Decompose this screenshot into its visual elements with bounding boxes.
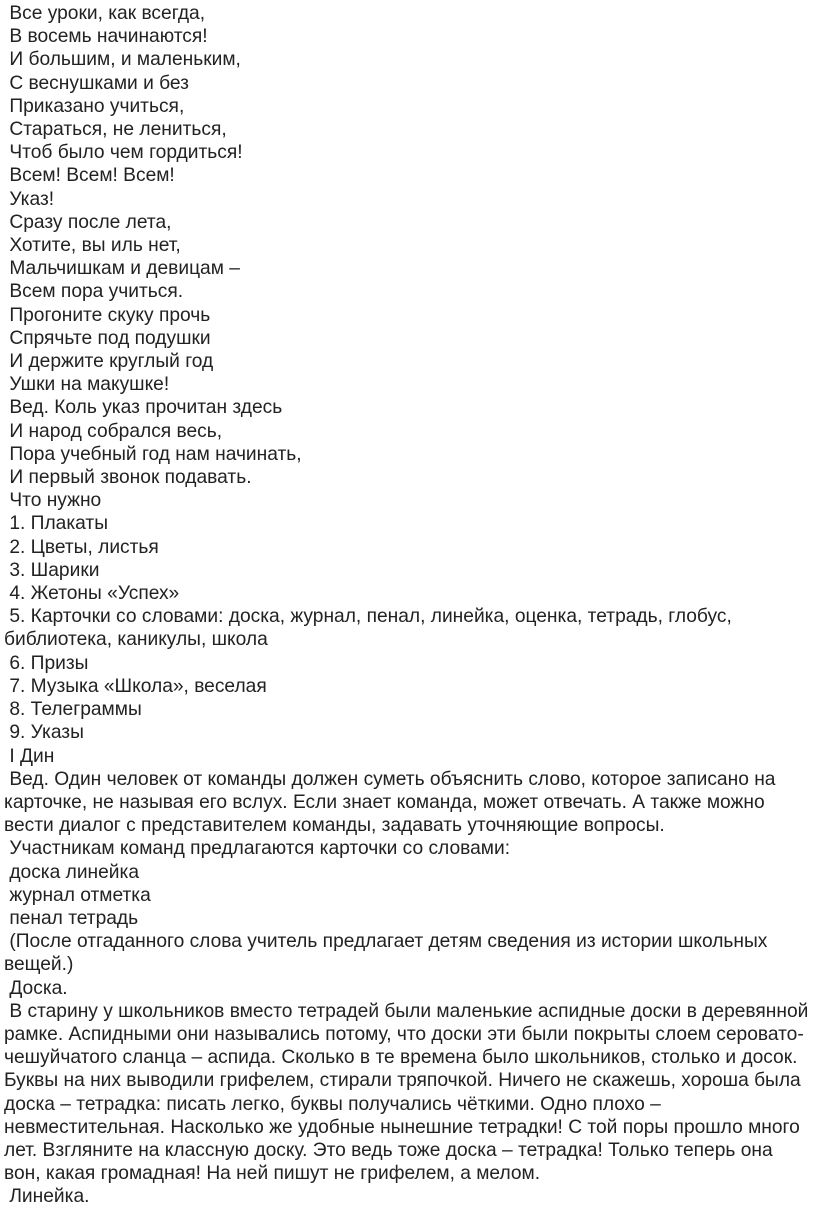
- list-item: 6. Призы: [4, 652, 89, 674]
- word-pair: журнал отметка: [4, 884, 151, 906]
- poem-line: Всем! Всем! Всем!: [4, 165, 175, 187]
- list-item: 1. Плакаты: [4, 513, 108, 535]
- poem-line: Приказано учиться,: [4, 95, 185, 117]
- poem-line: Прогоните скуку прочь: [4, 304, 211, 326]
- poem-line: Хотите, вы иль нет,: [4, 235, 181, 257]
- host-line: И первый звонок подавать.: [4, 467, 252, 489]
- host-line: Пора учебный год нам начинать,: [4, 443, 302, 465]
- list-item: 2. Цветы, листья: [4, 536, 159, 558]
- host-line: И народ собрался весь,: [4, 420, 223, 442]
- paragraph: В старину у школьников вместо тетрадей были маленькие аспидные доски в деревянной рамке. Аспидными они назывались потому, что доски эти были покрыты слоем серовато-чешуйчатого сланца – аспида. Сколько в те времена было школьников, столько и досок. Буквы на них выводили грифелем, стирали тряпочкой. Ничего не скажешь, хороша была доска – тетрадка: писать легко, буквы получались чёткими. Одно плохо – невместительная. Насколько же удобные нынешние тетрадки! С той поры прошло много лет. Взгляните на классную доску. Это ведь тоже доска – тетрадка! Только теперь она вон, какая громадная! На ней пишут не грифелем, а мелом.: [4, 1000, 814, 1185]
- poem-line: И большим, и маленьким,: [4, 49, 241, 71]
- list-item: 9. Указы: [4, 722, 84, 744]
- list-item: 4. Жетоны «Успех»: [4, 583, 180, 605]
- requirements-heading: Что нужно: [4, 490, 102, 512]
- list-item: 7. Музыка «Школа», веселая: [4, 675, 267, 697]
- subheading: Линейка.: [4, 1186, 90, 1208]
- paragraph: Участникам команд предлагаются карточки со словами:: [4, 838, 511, 860]
- poem-line: Спрячьте под подушки: [4, 327, 211, 349]
- poem-line: И держите круглый год: [4, 351, 214, 373]
- poem-line: С веснушками и без: [4, 72, 189, 94]
- poem-line: Всем пора учиться.: [4, 281, 184, 303]
- poem-line: Стараться, не лениться,: [4, 119, 227, 141]
- poem-line: Ушки на макушке!: [4, 374, 170, 396]
- poem-line: Чтоб было чем гордиться!: [4, 142, 243, 164]
- section-heading: I Дин: [4, 745, 55, 767]
- list-item: 8. Телеграммы: [4, 699, 142, 721]
- word-pair: пенал тетрадь: [4, 907, 139, 929]
- poem-line: В восемь начинаются!: [4, 26, 208, 48]
- poem-line: Все уроки, как всегда,: [4, 3, 206, 24]
- paragraph: Вед. Один человек от команды должен суметь объяснить слово, которое записано на карточке, не называя его вслух. Если знает команда, может отвечать. А также можно вести диалог с представителем команды, задавать уточняющие вопросы.: [4, 768, 781, 837]
- host-line: Вед. Коль указ прочитан здесь: [4, 397, 283, 419]
- decree-heading: Указ!: [4, 188, 55, 210]
- list-item: 5. Карточки со словами: доска, журнал, пенал, линейка, оценка, тетрадь, глобус, библиотека, каникулы, школа: [4, 606, 738, 651]
- paragraph: (После отгаданного слова учитель предлагает детям сведения из истории школьных вещей.): [4, 931, 773, 976]
- document-body: [4, 2, 812, 1209]
- poem-line: Сразу после лета,: [4, 211, 172, 233]
- list-item: 3. Шарики: [4, 559, 100, 581]
- subheading: Доска.: [4, 977, 68, 999]
- poem-line: Мальчишкам и девицам –: [4, 258, 240, 280]
- word-pair: доска линейка: [4, 861, 140, 883]
